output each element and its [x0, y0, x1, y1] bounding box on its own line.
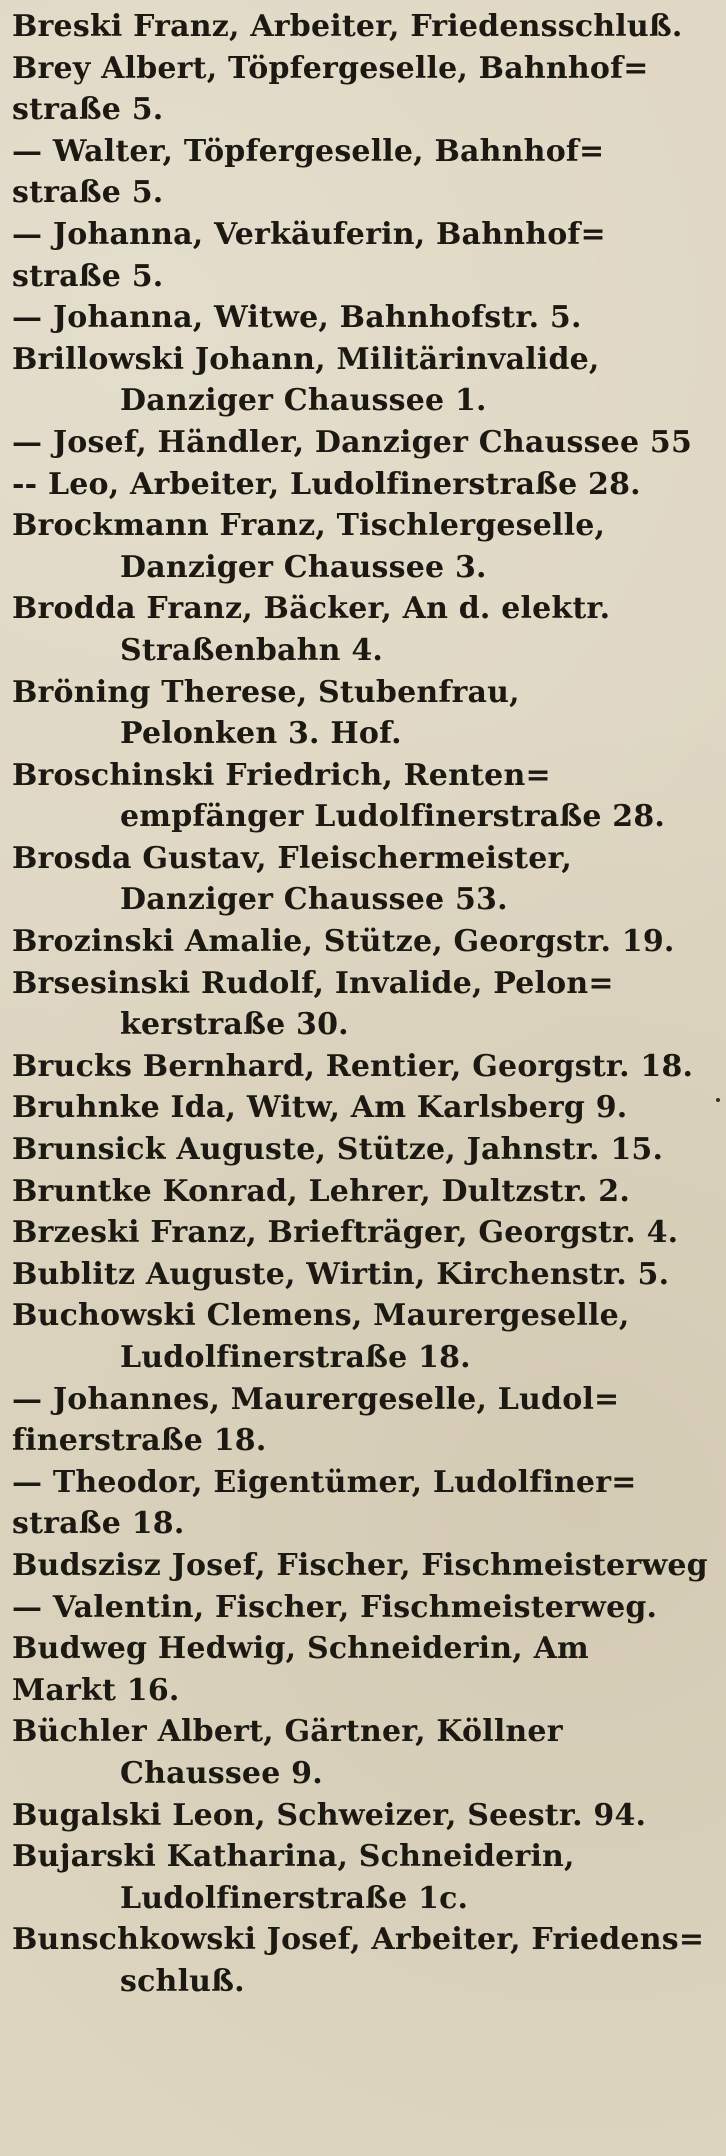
directory-entry [12, 1587, 718, 1629]
entry-continuation-line: Pelonken 3. Hof. [120, 716, 402, 752]
directory-entry [12, 921, 718, 963]
entry-line: Broschinski Friedrich, Renten= [12, 757, 551, 793]
directory-entry [12, 297, 718, 339]
entry-continuation-line: Straßenbahn 4. [120, 632, 384, 668]
entry-line: — Theodor, Eigentümer, Ludolfiner= [12, 1464, 637, 1500]
entry-continuation-line: Danziger Chaussee 3. [120, 549, 487, 585]
entry-line: -- Leo, Arbeiter, Ludolfinerstraße 28. [12, 466, 641, 502]
directory-entry [12, 1254, 718, 1296]
entry-line: Brillowski Johann, Militärinvalide, [12, 341, 600, 377]
entry-line: Budszisz Josef, Fischer, Fischmeisterweg [12, 1547, 708, 1583]
entry-line: Bujarski Katharina, Schneiderin, [12, 1839, 575, 1875]
entry-continuation-line: kerstraße 30. [120, 1007, 349, 1043]
entry-line: Bröning Therese, Stubenfrau, [12, 674, 520, 710]
directory-entry [12, 755, 718, 838]
entry-line: — Walter, Töpfergeselle, Bahnhof= [12, 133, 605, 169]
directory-entry [12, 1545, 718, 1587]
entry-line: Brucks Bernhard, Rentier, Georgstr. 18. [12, 1048, 694, 1084]
entry-line: Bruhnke Ida, Witw, Am Karlsberg 9. [12, 1090, 628, 1126]
entry-line: Büchler Albert, Gärtner, Köllner [12, 1714, 563, 1750]
directory-entry [12, 588, 718, 671]
entry-continuation-line: Chaussee 9. [120, 1755, 323, 1791]
directory-entry [12, 1379, 718, 1462]
entry-line: — Josef, Händler, Danziger Chaussee 55 [12, 424, 693, 460]
entry-line: Bublitz Auguste, Wirtin, Kirchenstr. 5. [12, 1256, 670, 1292]
entry-line: Breski Franz, Arbeiter, Friedensschluß. [12, 9, 683, 44]
entry-line: Brsesinski Rudolf, Invalide, Pelon= [12, 965, 614, 1001]
directory-entry [12, 1046, 718, 1088]
directory-entry [12, 131, 718, 214]
entry-continuation-line: finerstraße 18. [12, 1423, 267, 1459]
entry-continuation-line: straße 5. [12, 258, 164, 294]
entry-line: Budweg Hedwig, Schneiderin, Am [12, 1631, 589, 1667]
entry-line: Bunschkowski Josef, Arbeiter, Friedens= [12, 1922, 705, 1958]
directory-entry [12, 1795, 718, 1837]
entry-line: Brzeski Franz, Briefträger, Georgstr. 4. [12, 1215, 679, 1251]
directory-entry [12, 505, 718, 588]
entry-line: Brosda Gustav, Fleischermeister, [12, 840, 572, 876]
directory-entry [12, 48, 718, 131]
directory-entry [12, 1711, 718, 1794]
entry-line: Bruntke Konrad, Lehrer, Dultzstr. 2. [12, 1173, 631, 1209]
entry-continuation-line: empfänger Ludolfinerstraße 28. [120, 799, 666, 835]
entry-continuation-line: Danziger Chaussee 1. [120, 383, 487, 419]
directory-entry [12, 838, 718, 921]
directory-entry [12, 1171, 718, 1213]
entry-line: — Valentin, Fischer, Fischmeisterweg. [12, 1589, 658, 1625]
entry-line: — Johanna, Verkäuferin, Bahnhof= [12, 216, 606, 252]
entry-line: Buchowski Clemens, Maurergeselle, [12, 1298, 630, 1334]
entry-line: Brockmann Franz, Tischlergeselle, [12, 508, 606, 544]
entry-line: Bugalski Leon, Schweizer, Seestr. 94. [12, 1797, 647, 1833]
directory-entry [12, 1129, 718, 1171]
directory-entry [12, 6, 718, 48]
directory-entry [12, 422, 718, 464]
entry-line: Brodda Franz, Bäcker, An d. elektr. [12, 591, 611, 627]
directory-entry [12, 672, 718, 755]
entry-continuation-line: Ludolfinerstraße 1c. [120, 1880, 469, 1916]
entry-line: — Johanna, Witwe, Bahnhofstr. 5. [12, 300, 582, 336]
directory-entry [12, 1919, 718, 2002]
directory-entry [12, 214, 718, 297]
entry-continuation-line: Danziger Chaussee 53. [120, 882, 508, 918]
directory-entry [12, 1087, 718, 1129]
directory-entry [12, 1462, 718, 1545]
entry-continuation-line: Ludolfinerstraße 18. [120, 1340, 471, 1375]
directory-entry [12, 464, 718, 506]
entry-line: Brunsick Auguste, Stütze, Jahnstr. 15. [12, 1132, 664, 1168]
entry-line: — Johannes, Maurergeselle, Ludol= [12, 1381, 620, 1417]
directory-entry [12, 339, 718, 422]
directory-entry [12, 1628, 718, 1711]
directory-entry [12, 1295, 718, 1378]
paper-speck [716, 1098, 720, 1102]
entry-continuation-line: straße 5. [12, 92, 164, 128]
directory-entry [12, 1836, 718, 1919]
entry-line: Brozinski Amalie, Stütze, Georgstr. 19. [12, 924, 675, 960]
directory-entry [12, 963, 718, 1046]
directory-entries [12, 6, 718, 2003]
entry-continuation-line: straße 18. [12, 1506, 185, 1542]
entry-continuation-line: Markt 16. [12, 1672, 180, 1708]
entry-continuation-line: schluß. [120, 1963, 245, 1999]
entry-continuation-line: straße 5. [12, 175, 164, 211]
directory-entry [12, 1212, 718, 1254]
entry-line: Brey Albert, Töpfergeselle, Bahnhof= [12, 50, 649, 86]
